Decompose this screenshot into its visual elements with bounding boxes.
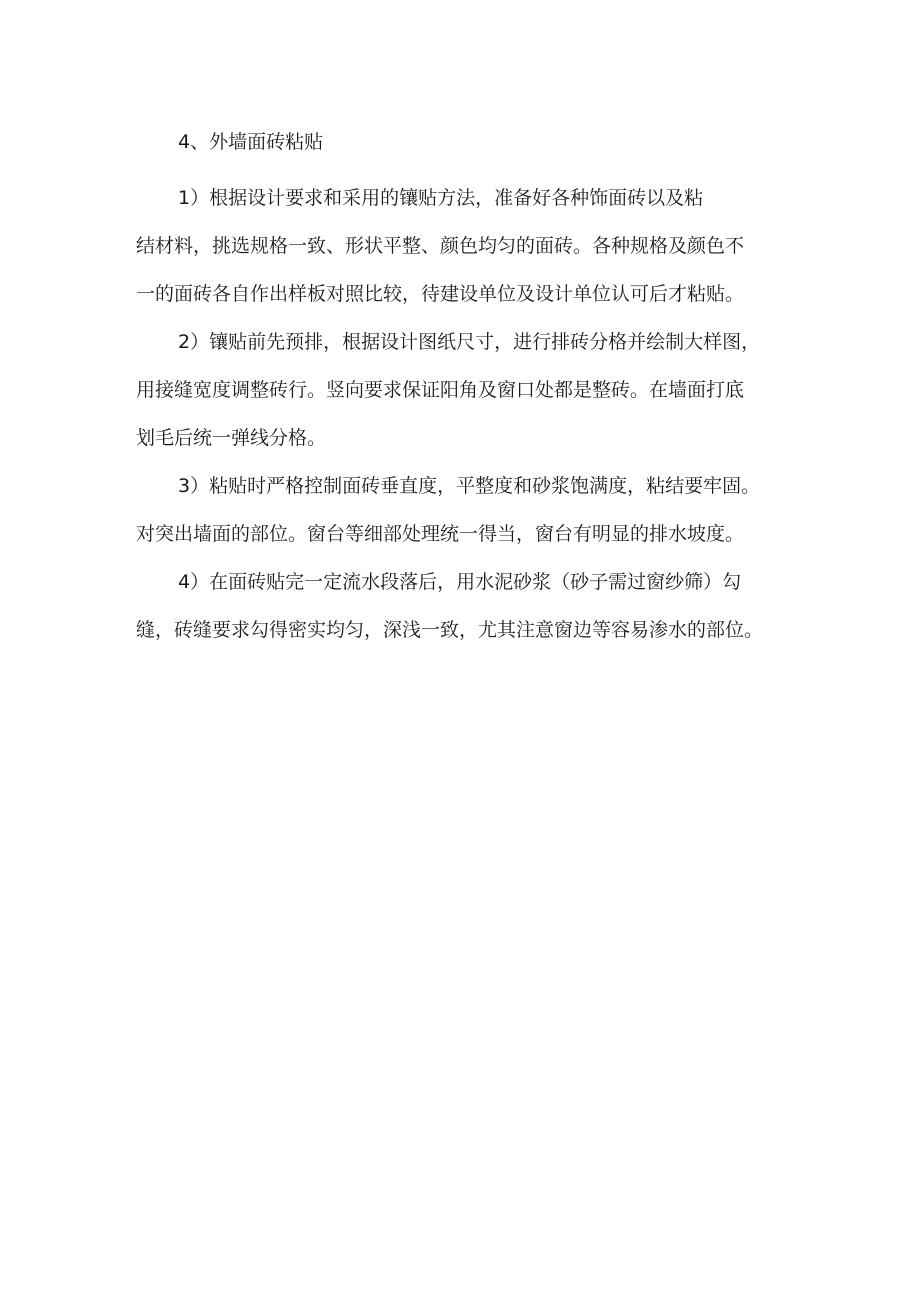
paragraph-2: [136, 318, 800, 462]
document-body: [136, 126, 800, 654]
paragraph-2-line-2: 用接缝宽度调整砖行。竖向要求保证阳角及窗口处都是整砖。在墙面打底: [136, 379, 745, 401]
paragraph-1-line-3: 一的面砖各自作出样板对照比较，待建设单位及设计单位认可后才粘贴。: [136, 283, 745, 305]
paragraph-3-line-1: 3）粘贴时严格控制面砖垂直度，平整度和砂浆饱满度，粘结要牢固。: [178, 475, 761, 497]
paragraph-1-line-2: 结材料，挑选规格一致、形状平整、颜色均匀的面砖。各种规格及颜色不: [136, 235, 745, 257]
paragraph-2-line-3: 划毛后统一弹线分格。: [136, 427, 327, 449]
paragraph-2-line-1: 2）镶贴前先预排，根据设计图纸尺寸，进行排砖分格并绘制大样图，: [178, 331, 761, 353]
paragraph-3: [136, 462, 800, 558]
section-heading: 4、外墙面砖粘贴: [178, 131, 324, 153]
paragraph-1-line-1: 1）根据设计要求和采用的镶贴方法，准备好各种饰面砖以及粘: [178, 187, 704, 209]
paragraph-4-line-2: 缝，砖缝要求勾得密实均匀，深浅一致，尤其注意窗边等容易渗水的部位。: [136, 619, 764, 641]
paragraph-1: [136, 174, 800, 318]
paragraph-3-line-2: 对突出墙面的部位。窗台等细部处理统一得当，窗台有明显的排水坡度。: [136, 523, 745, 545]
paragraph-4: [136, 558, 800, 654]
paragraph-4-line-1: 4）在面砖贴完一定流水段落后，用水泥砂浆（砂子需过窗纱筛）勾: [178, 571, 742, 593]
